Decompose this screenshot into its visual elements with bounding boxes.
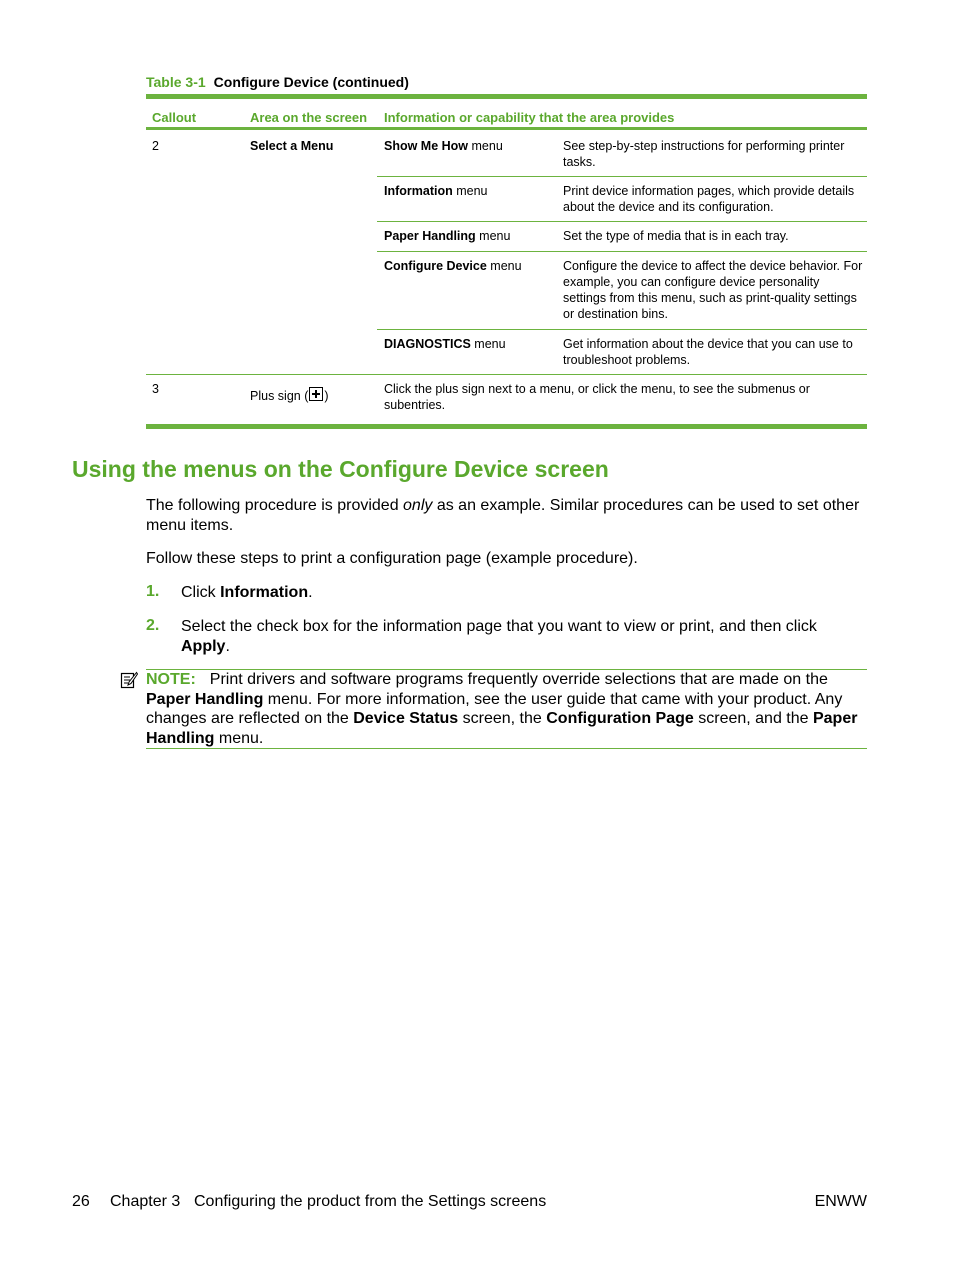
configure-device-table (146, 94, 867, 429)
note-icon (120, 671, 138, 689)
step-2-text: Select the check box for the information page that you want to view or print, and then click Apply. (181, 618, 817, 655)
section-heading: Using the menus on the Configure Device screen (72, 456, 609, 482)
menu-information: Information menu (384, 184, 488, 198)
row3-callout: 3 (152, 382, 159, 396)
row2-callout: 2 (152, 139, 159, 153)
desc-information: Print device information pages, which provide details about the device and its configuration. (563, 184, 855, 214)
step-1-text: Click Information. (181, 584, 313, 601)
desc-diagnostics: Get information about the device that you can use to troubleshoot problems. (563, 337, 853, 367)
footer-page-number: 26 (72, 1193, 90, 1210)
row-divider-full (146, 374, 867, 375)
row3-desc: Click the plus sign next to a menu, or click the menu, to see the submenus or subentries. (384, 382, 810, 412)
footer-chapter: Chapter 3 (110, 1193, 181, 1210)
desc-paper-handling: Set the type of media that is in each tray. (563, 229, 789, 243)
note-text: NOTE: Print drivers and software programs frequently override selections that are made on the Paper Handling menu. For more information, see the user guide that came with your product. Any changes are reflected on the Device Status screen, the Configuration Page screen, and the Paper Handling menu. (146, 671, 858, 747)
footer-code: ENWW (814, 1193, 867, 1210)
header-information: Information or capability that the area provides (384, 110, 675, 125)
header-callout: Callout (152, 110, 197, 125)
intro-paragraph: The following procedure is provided only as an example. Similar procedures can be used to set other menu items. (146, 497, 860, 534)
menu-show-me-how: Show Me How menu (384, 139, 503, 153)
plus-sign-icon (309, 387, 323, 401)
menu-paper-handling: Paper Handling menu (384, 229, 511, 243)
table-bottom-rule (146, 424, 867, 429)
row-divider (377, 251, 867, 252)
table-number: Table 3-1 (146, 74, 206, 90)
table-caption (146, 74, 409, 90)
table-body (146, 130, 867, 424)
desc-configure-device: Configure the device to affect the device behavior. For example, you can configure device personality settings from this menu, such as print-quality settings or destination bins. (563, 259, 863, 321)
steps-intro: Follow these steps to print a configuration page (example procedure). (146, 550, 638, 567)
step-2-number: 2. (146, 617, 160, 634)
note-box (146, 669, 867, 749)
footer-chapter-title: Configuring the product from the Settings screens (194, 1193, 547, 1210)
table-header-row (146, 99, 867, 127)
header-area: Area on the screen (250, 110, 368, 125)
menu-configure-device: Configure Device menu (384, 259, 522, 273)
row-divider (377, 329, 867, 330)
row-divider (377, 221, 867, 222)
row2-area: Select a Menu (250, 139, 334, 153)
row3-area: Plus sign ( ) (250, 389, 329, 403)
note-label: NOTE: (146, 671, 196, 688)
menu-diagnostics: DIAGNOSTICS menu (384, 337, 506, 351)
step-1-number: 1. (146, 583, 160, 600)
row-divider (377, 176, 867, 177)
desc-show-me-how: See step-by-step instructions for performing printer tasks. (563, 139, 845, 169)
table-title: Configure Device (continued) (213, 74, 409, 90)
